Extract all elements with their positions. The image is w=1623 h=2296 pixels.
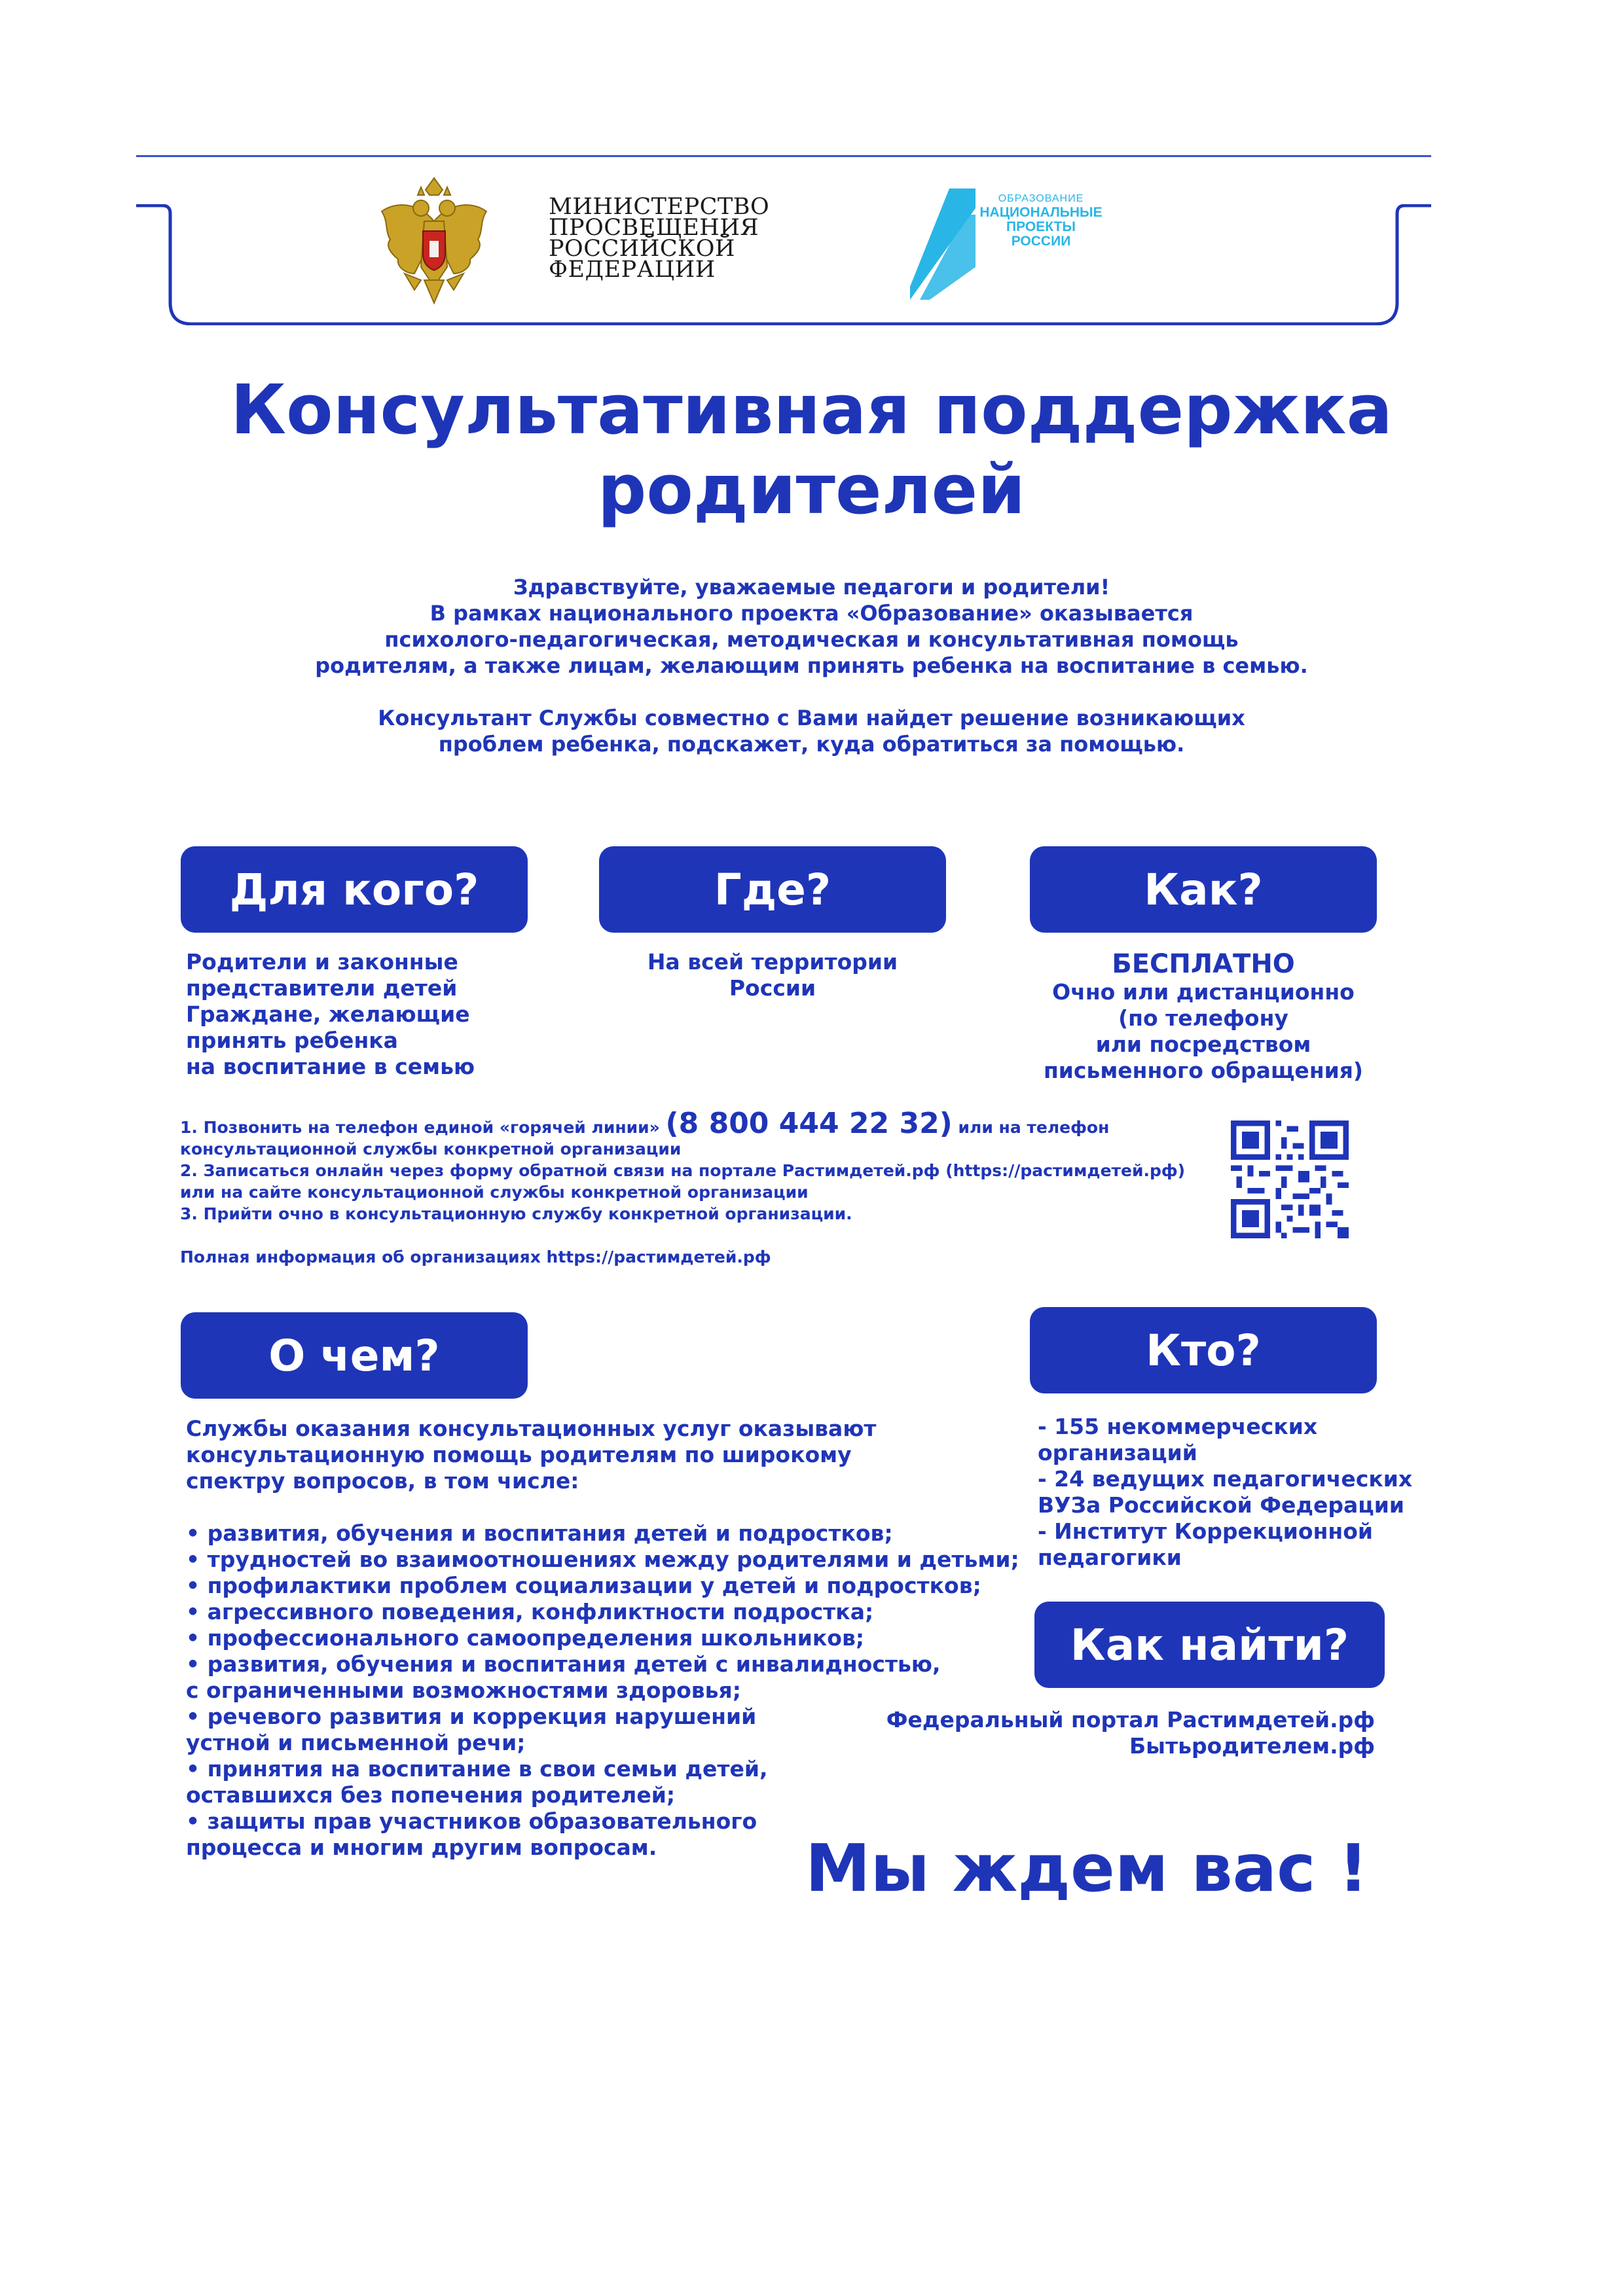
heading-find: Как найти? xyxy=(1034,1602,1385,1688)
list-item: • речевого развития и коррекция нарушений xyxy=(186,1704,757,1729)
heading-about: О чем? xyxy=(181,1312,528,1399)
heading-who: Кто? xyxy=(1030,1307,1377,1393)
for-whom-line: принять ребенка xyxy=(186,1028,398,1053)
for-whom-line: представители детей xyxy=(186,975,458,1001)
how-line: Очно или дистанционно xyxy=(1052,979,1355,1005)
list-item: устной и письменной речи; xyxy=(186,1730,526,1755)
step-1-prefix: 1. Позвонить на телефон единой «горячей линии» xyxy=(180,1118,666,1137)
step-1-suffix: или на телефон xyxy=(952,1118,1110,1137)
qr-code-icon[interactable] xyxy=(1231,1121,1349,1238)
heading-how: Как? xyxy=(1030,846,1377,933)
list-item: • развития, обучения и воспитания детей и подростков; xyxy=(186,1520,893,1546)
list-item: • агрессивного поведения, конфликтности подростка; xyxy=(186,1599,874,1624)
page-title-line2: родителей xyxy=(597,450,1026,529)
list-item: • развития, обучения и воспитания детей с инвалидностью, xyxy=(186,1651,941,1677)
about-topics-list xyxy=(186,1520,1019,1861)
where-line: На всей территории xyxy=(647,949,898,975)
ministry-name: МИНИСТЕРСТВО ПРОСВЕЩЕНИЯ РОССИЙСКОЙ ФЕДЕРАЦИИ xyxy=(549,194,770,283)
full-info-link: Полная информация об организациях https://растимдетей.рф xyxy=(180,1247,771,1266)
about-intro-line: Службы оказания консультационных услуг оказывают xyxy=(186,1416,877,1441)
step-2: 2. Записаться онлайн через форму обратной связи на портале Растимдетей.рф (https://растимдетей.рф) xyxy=(180,1161,1186,1180)
list-item: • профессионального самоопределения школьников; xyxy=(186,1625,865,1651)
list-item: • принятия на воспитание в свои семьи детей, xyxy=(186,1756,768,1782)
list-item: оставшихся без попечения родителей; xyxy=(186,1782,676,1808)
portal-link[interactable]: Бытьродителем.рф xyxy=(1129,1733,1375,1759)
intro-line: Консультант Службы совместно с Вами найдет решение возникающих xyxy=(378,706,1245,730)
who-line: - 24 ведущих педагогических xyxy=(1038,1466,1413,1492)
step-2-line2: или на сайте консультационной службы конкретной организации xyxy=(180,1183,809,1202)
who-line: ВУЗа Российской Федерации xyxy=(1038,1492,1405,1518)
step-3: 3. Прийти очно в консультационную службу конкретной организации. xyxy=(180,1204,852,1223)
steps-list xyxy=(180,1107,1186,1268)
how-line: или посредством xyxy=(1095,1031,1311,1057)
national-projects-label xyxy=(962,192,1120,249)
list-item: • трудностей во взаимоотношениях между родителями и детьми; xyxy=(186,1547,1019,1572)
national-projects-label-main: НАЦИОНАЛЬНЫЕ ПРОЕКТЫ РОССИИ xyxy=(979,205,1103,249)
portal-link[interactable]: Федеральный портал Растимдетей.рф xyxy=(886,1707,1375,1732)
russian-coat-of-arms-icon xyxy=(378,175,490,306)
heading-where: Где? xyxy=(599,846,946,933)
for-whom-text xyxy=(186,949,475,1080)
list-item: с ограниченными возможностями здоровья; xyxy=(186,1677,741,1703)
who-line: педагогики xyxy=(1038,1545,1182,1570)
who-line: - 155 некоммерческих xyxy=(1038,1414,1318,1439)
page-title-line1: Консультативная поддержка xyxy=(230,370,1393,450)
for-whom-line: Граждане, желающие xyxy=(186,1001,470,1027)
about-text xyxy=(186,1416,1019,1861)
about-intro-line: консультационную помощь родителям по широкому xyxy=(186,1442,852,1467)
list-item: • защиты прав участников образовательного xyxy=(186,1808,757,1834)
where-text xyxy=(599,949,946,1001)
hotline-phone[interactable]: (8 800 444 22 32) xyxy=(665,1107,953,1140)
intro-line: родителям, а также лицам, желающим принять ребенка на воспитание в семью. xyxy=(315,653,1308,678)
step-1-line2: консультационной службы конкретной организации xyxy=(180,1139,682,1158)
where-line: России xyxy=(729,975,816,1001)
intro-line: психолого-педагогическая, методическая и консультативная помощь xyxy=(384,627,1239,652)
page-title xyxy=(0,370,1623,529)
intro-line: Здравствуйте, уважаемые педагоги и родители! xyxy=(513,575,1110,600)
header-frame xyxy=(136,204,1431,325)
list-item: • профилактики проблем социализации у детей и подростков; xyxy=(186,1573,981,1598)
find-text xyxy=(851,1707,1375,1759)
for-whom-line: на воспитание в семью xyxy=(186,1054,475,1079)
how-text xyxy=(1030,949,1377,1084)
who-text xyxy=(1038,1414,1412,1571)
intro-line: проблем ребенка, подскажет, куда обратиться за помощью. xyxy=(438,732,1185,757)
list-item: процесса и многим другим вопросам. xyxy=(186,1835,657,1860)
free-label: БЕСПЛАТНО xyxy=(1112,949,1295,979)
top-divider-line xyxy=(136,155,1431,157)
heading-for-whom: Для кого? xyxy=(181,846,528,933)
how-line: (по телефону xyxy=(1118,1005,1288,1031)
intro-text xyxy=(0,574,1623,757)
closing-message: Мы ждем вас ! xyxy=(805,1830,1368,1907)
who-line: организаций xyxy=(1038,1440,1197,1465)
who-line: - Институт Коррекционной xyxy=(1038,1518,1373,1544)
step-1 xyxy=(180,1107,1185,1140)
intro-line: В рамках национального проекта «Образование» оказывается xyxy=(429,601,1194,626)
how-line: письменного обращения) xyxy=(1043,1058,1364,1083)
for-whom-line: Родители и законные xyxy=(186,949,458,975)
about-intro-line: спектру вопросов, в том числе: xyxy=(186,1468,579,1494)
national-projects-label-top: ОБРАЗОВАНИЕ xyxy=(998,193,1084,204)
